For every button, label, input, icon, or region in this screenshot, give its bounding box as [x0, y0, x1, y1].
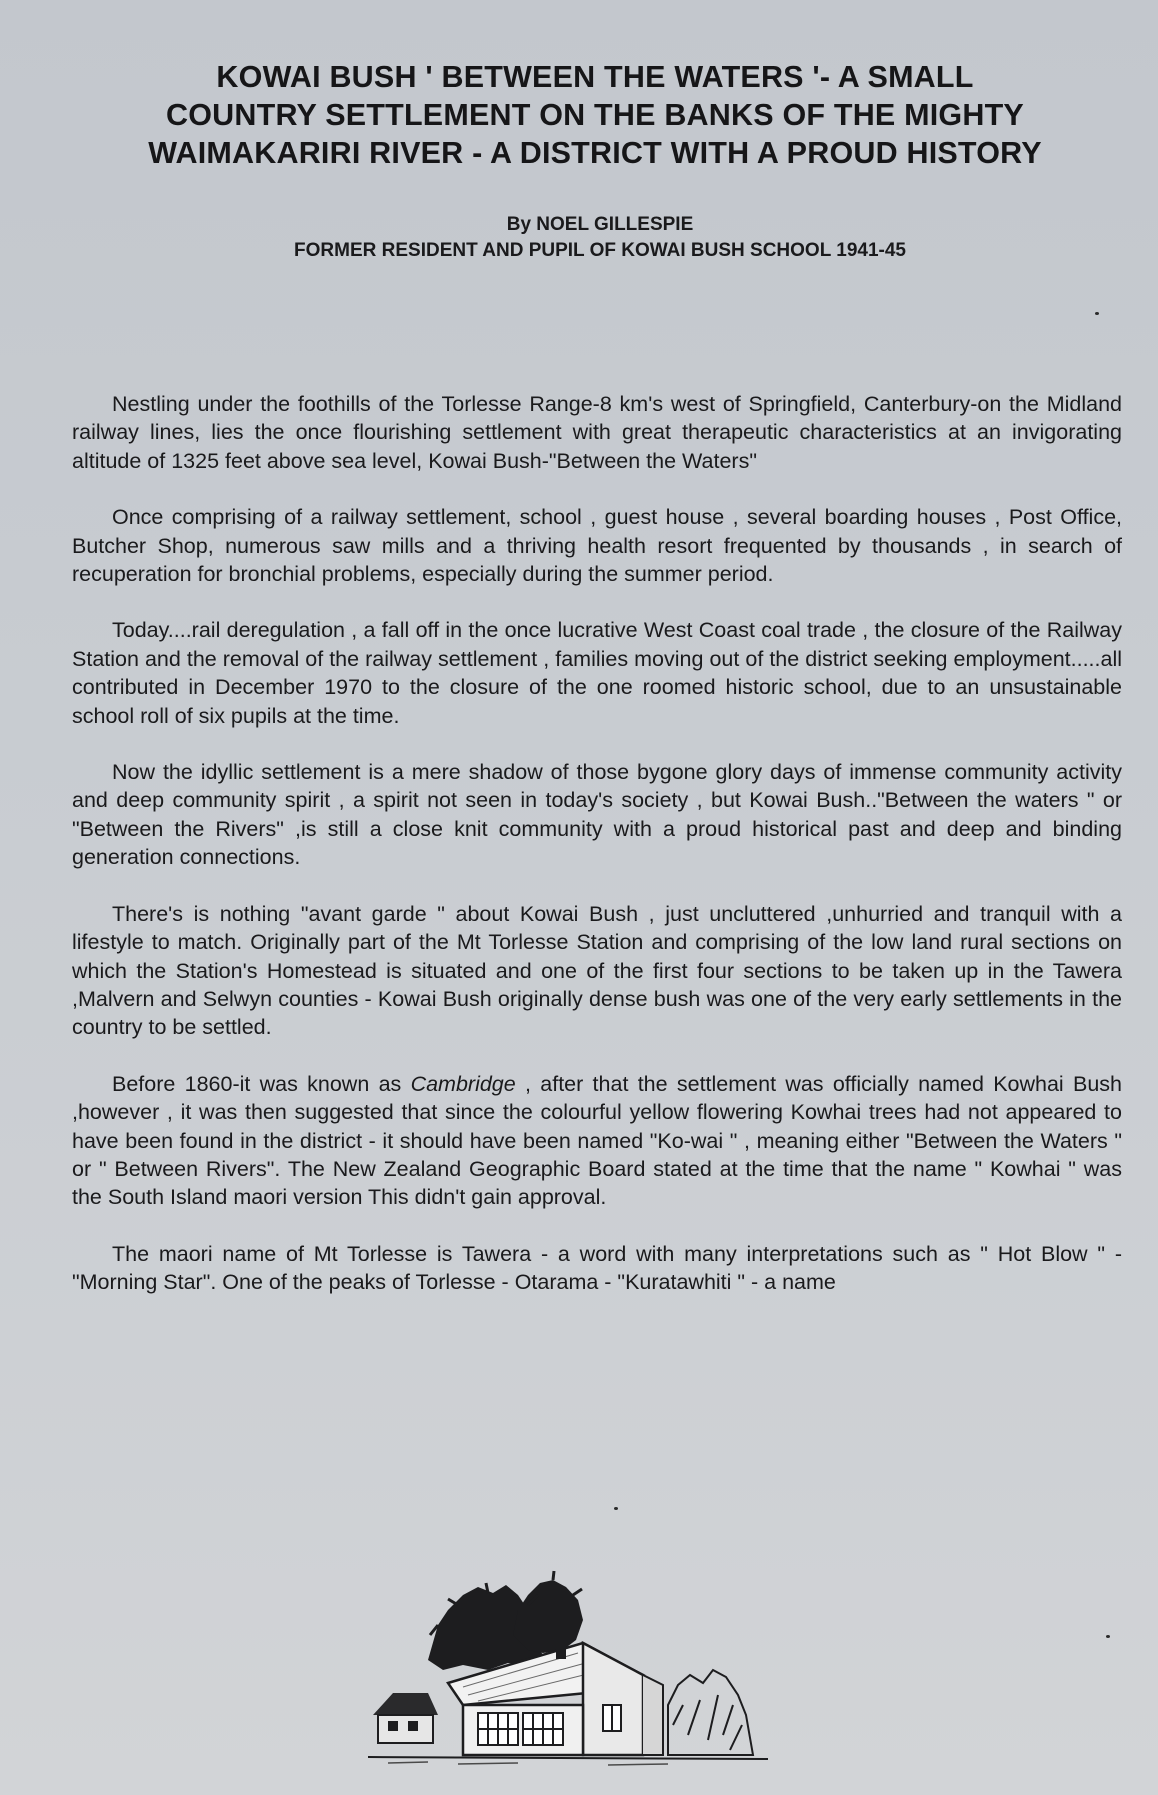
author-name: By NOEL GILLESPIE	[506, 214, 694, 235]
paragraph-1: Nestling under the foothills of the Torlesse Range-8 km's west of Springfield, Canterbury-on the Midland railway lines, lies the once flourishing settlement with great therapeutic characteristics at an invigorating altitude of 1325 feet above sea level, Kowai Bush-"Between the Waters"	[72, 392, 1122, 473]
paragraph-5: There's is nothing "avant garde " about Kowai Bush , just uncluttered ,unhurried and tranquil with a lifestyle to match. Originally part of the Mt Torlesse Station and comprising of the low land rural sections on which the Station's Homestead is situated and one of the first four sections to be taken up in the Tawera ,Malvern and Selwyn counties - Kowai Bush originally dense bush was one of the very early settlements in the country to be settled.	[72, 901, 1122, 1040]
author-role: FORMER RESIDENT AND PUPIL OF KOWAI BUSH SCHOOL 1941-45	[294, 240, 906, 261]
paper-speck	[1095, 312, 1099, 315]
byline	[180, 212, 1020, 264]
paragraph-6-italic: Cambridge	[410, 1071, 516, 1096]
article-body	[72, 390, 1122, 1325]
paragraph-3: Today....rail deregulation , a fall off in the once lucrative West Coast coal trade , the closure of the Railway Station and the removal of the railway settlement , families moving out of the district seeking employment.....all contributed in December 1970 to the closure of the one roomed historic school, due to an unsustainable school roll of six pupils at the time.	[72, 618, 1122, 728]
paragraph-7: The maori name of Mt Torlesse is Tawera - a word with many interpretations such as " Hot Blow " -"Morning Star". One of the peaks of Torlesse - Otarama - "Kuratawhiti " - a name	[72, 1241, 1122, 1295]
paragraph-6-end: , after that the settlement was officially named Kowhai Bush ,however , it was then suggested that since the colourful yellow flowering Kowhai trees had not appeared to have been found in the district - it should have been named "Ko-wai " , meaning either "Between the Waters " or " Between Rivers". The New Zealand Geographic Board stated at the time that the name " Kowhai " was the South Island maori version This didn't gain approval.	[72, 1071, 1122, 1210]
paper-speck	[1106, 1635, 1110, 1638]
document-title	[95, 58, 1095, 172]
paragraph-6	[72, 1070, 1122, 1212]
title-line-2: COUNTRY SETTLEMENT ON THE BANKS OF THE MIGHTY	[166, 98, 1024, 132]
paper-speck	[614, 1507, 618, 1510]
paragraph-4: Now the idyllic settlement is a mere shadow of those bygone glory days of immense community activity and deep community spirit , a spirit not seen in today's society , but Kowai Bush.."Between the waters " or "Between the Rivers" ,is still a close knit community with a proud historical past and deep and binding generation connections.	[72, 760, 1122, 870]
title-line-3: WAIMAKARIRI RIVER - A DISTRICT WITH A PROUD HISTORY	[148, 136, 1042, 170]
title-line-1: KOWAI BUSH ' BETWEEN THE WATERS '- A SMALL	[216, 60, 974, 94]
paragraph-2: Once comprising of a railway settlement, school , guest house , several boarding houses , Post Office, Butcher Shop, numerous saw mills and a thriving health resort frequented by thousands , in search of recuperation for bronchial problems, especially during the summer period.	[72, 505, 1122, 587]
paragraph-6-start: Before 1860-it was known as	[112, 1071, 411, 1096]
school-house-illustration-icon	[368, 1565, 768, 1770]
